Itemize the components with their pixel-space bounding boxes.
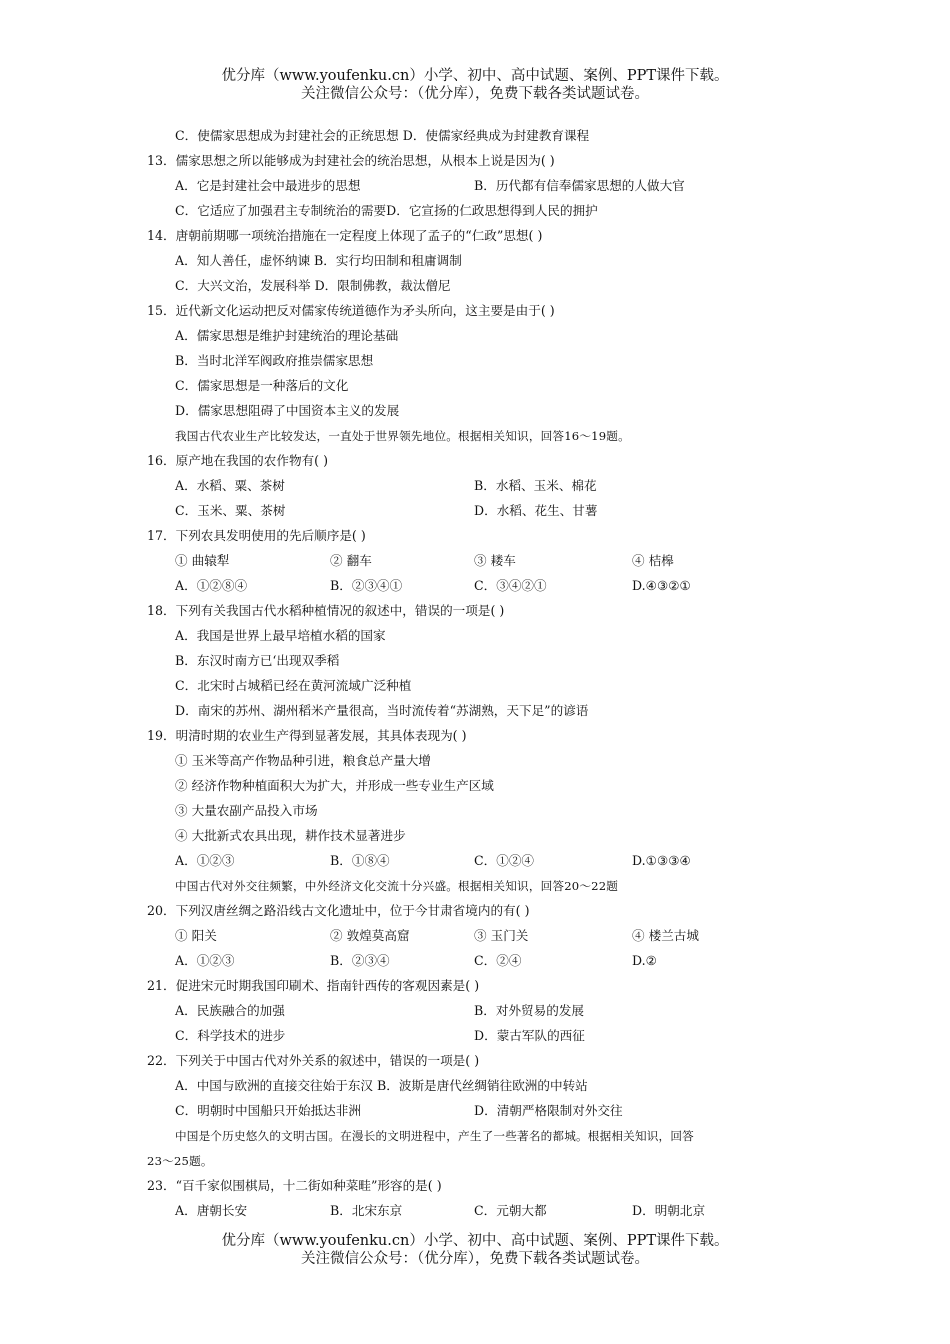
q21-stem: 21．促进宋元时期我国印刷术、指南针西传的客观因素是( ) bbox=[147, 978, 480, 993]
q18-option-c: C．北宋时占城稻已经在黄河流域广泛种植 bbox=[175, 678, 412, 693]
q20-option-a: A．①②③ bbox=[175, 953, 235, 968]
q19-option-a: A．①②③ bbox=[175, 853, 235, 868]
section-intro-capitals-cont: 23～25题。 bbox=[147, 1154, 213, 1168]
q21-option-a: A．民族融合的加强 bbox=[175, 1003, 285, 1018]
q18-stem: 18．下列有关我国古代水稻种植情况的叙述中，错误的一项是( ) bbox=[147, 603, 505, 618]
q17-stem: 17．下列农具发明使用的先后顺序是( ) bbox=[147, 528, 366, 543]
q22-stem: 22．下列关于中国古代对外关系的叙述中，错误的一项是( ) bbox=[147, 1053, 480, 1068]
q13-option-b: B．历代都有信奉儒家思想的人做大官 bbox=[474, 178, 685, 193]
page-footer-line1: 优分库（www.youfenku.cn）小学、初中、高中试题、案例、PPT课件下载。 bbox=[221, 1233, 729, 1249]
q22-option-d: D．清朝严格限制对外交往 bbox=[474, 1103, 623, 1118]
q15-stem: 15．近代新文化运动把反对儒家传统道德作为矛头所向，这主要是由于( ) bbox=[147, 303, 555, 318]
q19-stem: 19．明清时期的农业生产得到显著发展，其具体表现为( ) bbox=[147, 728, 467, 743]
q22-options-ab: A．中国与欧洲的直接交往始于东汉 B．波斯是唐代丝绸销往欧洲的中转站 bbox=[175, 1078, 588, 1093]
q23-option-c: C．元朝大都 bbox=[474, 1203, 547, 1218]
q18-option-b: B．东汉时南方已‘出现双季稻 bbox=[175, 653, 340, 668]
q16-option-d: D．水稻、花生、甘薯 bbox=[474, 503, 598, 518]
q15-option-b: B．当时北洋军阀政府推崇儒家思想 bbox=[175, 353, 374, 368]
q17-item-4: ④ 桔槔 bbox=[632, 553, 674, 568]
q16-stem: 16．原产地在我国的农作物有( ) bbox=[147, 453, 328, 468]
q17-option-b: B．②③④① bbox=[330, 578, 403, 593]
q17-item-1: ① 曲辕犁 bbox=[175, 553, 230, 568]
q23-option-d: D．明朝北京 bbox=[632, 1203, 706, 1218]
q15-option-d: D．儒家思想阻碍了中国资本主义的发展 bbox=[175, 403, 400, 418]
q20-option-c: C．②④ bbox=[474, 953, 522, 968]
q19-option-d: D.①③③④ bbox=[632, 853, 691, 868]
q20-option-d: D.② bbox=[632, 953, 657, 968]
q17-option-d: D.④③②① bbox=[632, 578, 691, 593]
q14-options-ab: A．知人善任，虚怀纳谏 B．实行均田制和租庸调制 bbox=[175, 253, 462, 268]
q19-option-b: B．①⑧④ bbox=[330, 853, 390, 868]
q20-item-2: ② 敦煌莫高窟 bbox=[330, 928, 410, 943]
q22-option-c: C．明朝时中国船只开始抵达非洲 bbox=[175, 1103, 361, 1118]
q12-options-cd: C．使儒家思想成为封建社会的正统思想 D．使儒家经典成为封建教育课程 bbox=[175, 128, 590, 143]
q18-option-a: A．我国是世界上最早培植水稻的国家 bbox=[175, 628, 386, 643]
q17-item-2: ② 翻车 bbox=[330, 553, 372, 568]
section-intro-agriculture: 我国古代农业生产比较发达，一直处于世界领先地位。根据相关知识，回答16～19题。 bbox=[175, 429, 630, 443]
q20-item-4: ④ 楼兰古城 bbox=[632, 928, 699, 943]
q15-option-a: A．儒家思想是维护封建统治的理论基础 bbox=[175, 328, 399, 343]
q14-stem: 14．唐朝前期哪一项统治措施在一定程度上体现了孟子的“仁政”思想( ) bbox=[147, 228, 543, 243]
q23-option-b: B．北宋东京 bbox=[330, 1203, 403, 1218]
section-intro-capitals: 中国是个历史悠久的文明古国。在漫长的文明进程中，产生了一些著名的都城。根据相关知识，回答 bbox=[175, 1129, 694, 1143]
q13-stem: 13．儒家思想之所以能够成为封建社会的统治思想，从根本上说是因为( ) bbox=[147, 153, 555, 168]
q17-option-a: A．①②⑧④ bbox=[175, 578, 248, 593]
q13-option-a: A．它是封建社会中最进步的思想 bbox=[175, 178, 361, 193]
q20-stem: 20．下列汉唐丝绸之路沿线古文化遗址中，位于今甘肃省境内的有( ) bbox=[147, 903, 530, 918]
q19-item-3: ③ 大量农副产品投入市场 bbox=[175, 803, 318, 818]
page-header-line1: 优分库（www.youfenku.cn）小学、初中、高中试题、案例、PPT课件下载。 bbox=[221, 68, 729, 84]
q19-option-c: C．①②④ bbox=[474, 853, 535, 868]
q16-option-a: A．水稻、粟、茶树 bbox=[175, 478, 285, 493]
q21-option-c: C．科学技术的进步 bbox=[175, 1028, 286, 1043]
q19-item-4: ④ 大批新式农具出现，耕作技术显著进步 bbox=[175, 828, 406, 843]
q19-item-2: ② 经济作物种植面积大为扩大，并形成一些专业生产区域 bbox=[175, 778, 494, 793]
q20-item-1: ① 阳关 bbox=[175, 928, 217, 943]
section-intro-foreign-relations: 中国古代对外交往频繁，中外经济文化交流十分兴盛。根据相关知识，回答20～22题 bbox=[175, 879, 619, 893]
q20-item-3: ③ 玉门关 bbox=[474, 928, 529, 943]
q15-option-c: C．儒家思想是一种落后的文化 bbox=[175, 378, 349, 393]
q17-option-c: C．③④②① bbox=[474, 578, 547, 593]
page-header-line2: 关注微信公众号：（优分库），免费下载各类试题试卷。 bbox=[301, 86, 649, 102]
q16-option-b: B．水稻、玉米、棉花 bbox=[474, 478, 597, 493]
q14-options-cd: C．大兴文治，发展科举 D．限制佛教，裁汰僧尼 bbox=[175, 278, 451, 293]
q23-stem: 23．“百千家似围棋局，十二街如种菜畦”形容的是( ) bbox=[147, 1178, 442, 1193]
q20-option-b: B．②③④ bbox=[330, 953, 390, 968]
q19-item-1: ① 玉米等高产作物品种引进，粮食总产量大增 bbox=[175, 753, 431, 768]
page-footer-line2: 关注微信公众号：（优分库），免费下载各类试题试卷。 bbox=[301, 1251, 649, 1267]
q16-option-c: C．玉米、粟、茶树 bbox=[175, 503, 286, 518]
q17-item-3: ③ 耧车 bbox=[474, 553, 516, 568]
q21-option-d: D．蒙古军队的西征 bbox=[474, 1028, 585, 1043]
q21-option-b: B．对外贸易的发展 bbox=[474, 1003, 585, 1018]
q18-option-d: D．南宋的苏州、湖州稻米产量很高，当时流传着“苏湖熟，天下足”的谚语 bbox=[175, 703, 589, 718]
q23-option-a: A．唐朝长安 bbox=[175, 1203, 248, 1218]
q13-options-cd: C．它适应了加强君主专制统治的需要D．它宣扬的仁政思想得到人民的拥护 bbox=[175, 203, 598, 218]
